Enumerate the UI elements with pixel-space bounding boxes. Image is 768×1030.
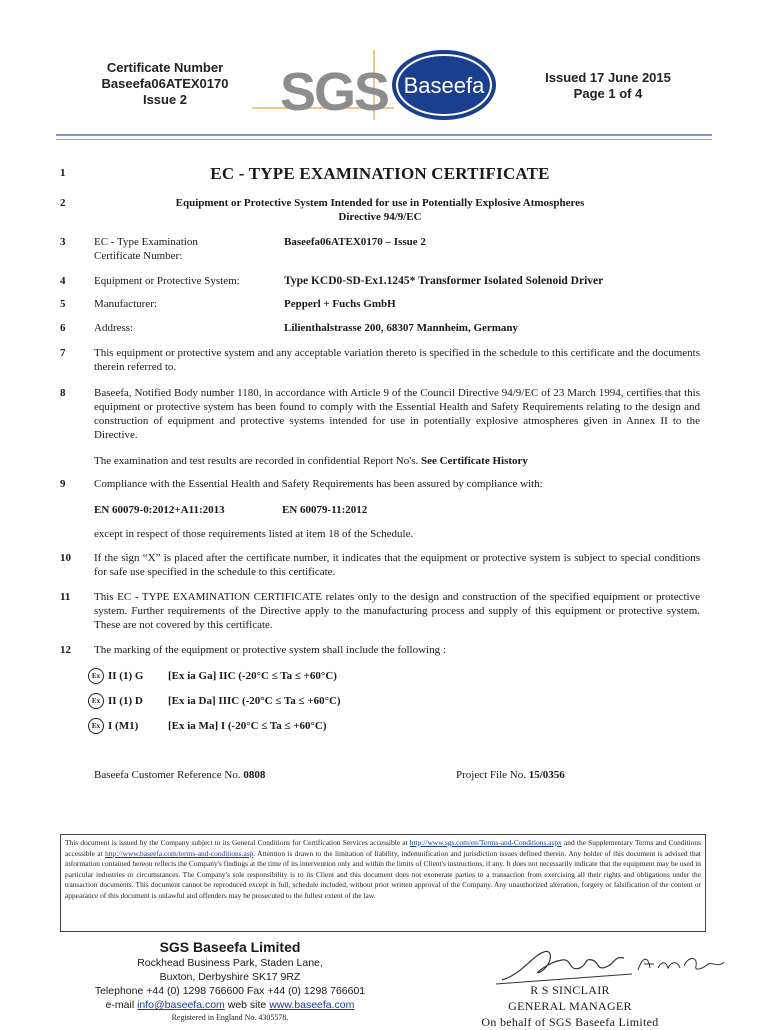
baseefa-terms-link[interactable]: http://www.baseefa.com/terms-and-conditions.asp	[105, 848, 254, 858]
notice-text: . Attention is drawn to the limitation of liability, indemnification and jurisdiction issues defined therein. Any holder of this document is advised that information contained hereon reflects the Company's findings at the time of its intervention only and within the limits of Client's instructions, if any. It does not necessarily indicate that the equipment may be used in particular industries or circumstances. The Company's sole responsibility is to its Client and this document does not exonerate parties to a transaction from exercising all their rights and obligations under the transaction documents. This document cannot be reproduced except in full, schedule included, without prior written approval of the Company. Any unauthorized alteration, forgery or falsification of the content or appearance of this document is unlawful and offenders may be prosecuted to the fullest extent of the law.	[65, 848, 701, 900]
legal-notice	[60, 834, 706, 932]
signer-block	[480, 982, 660, 1030]
certificate-number-block	[60, 60, 270, 108]
standard-2: EN 60079-11:2012	[282, 504, 368, 516]
item-number: 3	[60, 236, 66, 248]
item-number: 12	[60, 644, 71, 656]
marking-category: II (1) D	[108, 695, 143, 707]
item-number: 4	[60, 275, 66, 287]
marking-row	[88, 668, 337, 684]
item-9-text: Compliance with the Essential Health and Safety Requirements has been assured by compliance with:	[94, 478, 543, 490]
sgs-logo-text: SGS	[280, 62, 389, 122]
item-12-text: The marking of the equipment or protective system shall include the following :	[94, 644, 446, 656]
header-divider	[56, 134, 712, 136]
sgs-terms-link[interactable]: http://www.sgs.com/en/Terms-and-Conditions.aspx	[409, 838, 562, 847]
item-number: 2	[60, 197, 66, 209]
directive-line-2: Directive 94/9/EC	[338, 211, 422, 223]
signer-name: R S SINCLAIR	[530, 983, 610, 997]
marking-code: [Ex ia Ma] I (-20°C ≤ Ta ≤ +60°C)	[168, 720, 327, 732]
item-number: 6	[60, 322, 66, 334]
equipment-label: Equipment or Protective System:	[94, 275, 240, 287]
report-reference	[94, 454, 700, 468]
marking-row	[88, 693, 341, 709]
certificate-number-label: EC - Type Examination Certificate Number:	[94, 236, 198, 262]
signer-behalf: On behalf of SGS Baseefa Limited	[481, 1015, 659, 1029]
ex-symbol-icon: Ex	[88, 668, 104, 684]
company-block	[60, 938, 400, 1024]
item-number: 9	[60, 478, 66, 490]
directive-subtitle	[130, 196, 630, 224]
equipment-value: Type KCD0-SD-Ex1.1245* Transformer Isolated Solenoid Driver	[284, 275, 604, 287]
address-value: Lilienthalstrasse 200, 68307 Mannheim, Germany	[284, 322, 519, 334]
item-number: 8	[60, 387, 66, 399]
item-3	[60, 235, 700, 265]
certificate-number-value: Baseefa06ATEX0170 – Issue 2	[284, 236, 426, 248]
project-file-label: Project File No.	[456, 769, 526, 781]
certificate-number-label: Certificate Number	[106, 60, 224, 75]
issue-number: Issue 2	[142, 92, 188, 107]
project-file	[456, 769, 565, 781]
website-label: web site	[227, 999, 267, 1011]
ex-symbol-icon: Ex	[88, 718, 104, 734]
item-10-text: If the sign “X” is placed after the certificate number, it indicates that the equipment or protective system is subject to special conditions for safe use specified in the schedule to this certificate.	[94, 552, 700, 578]
item-7-text: This equipment or protective system and any acceptable variation thereto is specified in the schedule to this certificate and the documents therein referred to.	[94, 347, 700, 373]
standard-1: EN 60079-0:2012+A11:2013	[94, 504, 225, 516]
item-number: 5	[60, 298, 66, 310]
directive-line-1: Equipment or Protective System Intended for use in Potentially Explosive Atmospheres	[175, 197, 585, 209]
customer-reference	[94, 769, 265, 781]
marking-category: II (1) G	[108, 670, 144, 682]
marking-code: [Ex ia Ga] IIC (-20°C ≤ Ta ≤ +60°C)	[168, 670, 337, 682]
company-address-1: Rockhead Business Park, Staden Lane,	[137, 957, 323, 969]
item-11-text: This EC - TYPE EXAMINATION CERTIFICATE relates only to the design and construction of the specified equipment or protective system. Further requirements of the Directive apply to the manufacturing process and supply of this equipment or protective system. These are not covered by this certificate.	[94, 591, 700, 631]
item-number: 1	[60, 167, 66, 179]
company-phone: Telephone +44 (0) 1298 766600 Fax +44 (0) 1298 766601	[94, 985, 366, 997]
item-9-exception-text: except in respect of those requirements listed at item 18 of the Schedule.	[94, 528, 414, 540]
signer-role: GENERAL MANAGER	[508, 999, 632, 1013]
baseefa-logo-text: Baseefa	[403, 73, 485, 98]
item-8-text: Baseefa, Notified Body number 1180, in accordance with Article 9 of the Council Directive 94/9/EC of 23 March 1994, certifies that this equipment or protective system has been found to comply with the Essential Health and Safety Requirements relating to the design and construction of equipment and protective systems intended for use in potentially explosive atmospheres given in Annex II to the Directive.	[94, 387, 700, 441]
manufacturer-label: Manufacturer:	[94, 298, 157, 310]
website-link[interactable]: www.baseefa.com	[269, 999, 355, 1011]
header-divider-thin	[56, 139, 712, 140]
company-registration: Registered in England No. 4305578.	[171, 1013, 289, 1022]
email-label: e-mail	[105, 999, 135, 1011]
customer-reference-value: 0808	[243, 769, 266, 781]
page-number: Page 1 of 4	[573, 86, 643, 101]
company-contact	[60, 998, 400, 1012]
marking-code: [Ex ia Da] IIIC (-20°C ≤ Ta ≤ +60°C)	[168, 695, 341, 707]
issued-date: Issued 17 June 2015	[545, 70, 671, 85]
certificate-history-ref: See Certificate History	[421, 455, 528, 467]
customer-reference-label: Baseefa Customer Reference No.	[94, 769, 241, 781]
sgs-baseefa-logo	[252, 46, 502, 127]
project-file-value: 15/0356	[528, 769, 565, 781]
report-text: The examination and test results are recorded in confidential Report No's.	[94, 455, 419, 467]
notice-text: This document is issued by the Company subject to its General Conditions for Certification Services accessible at	[65, 838, 410, 847]
company-name: SGS Baseefa Limited	[159, 939, 301, 955]
marking-row	[88, 718, 327, 734]
item-number: 11	[60, 591, 71, 603]
item-number: 10	[60, 552, 71, 564]
email-link[interactable]: info@baseefa.com	[137, 999, 225, 1011]
address-label: Address:	[94, 322, 134, 334]
item-number: 7	[60, 347, 66, 359]
issue-date-block	[528, 70, 688, 102]
manufacturer-value: Pepperl + Fuchs GmbH	[284, 298, 396, 310]
notice-text: and the Supplementary Terms and Conditions accessible at	[65, 838, 701, 858]
ex-symbol-icon: Ex	[88, 693, 104, 709]
certificate-number: Baseefa06ATEX0170	[101, 76, 229, 91]
company-address-2: Buxton, Derbyshire SK17 9RZ	[159, 971, 301, 983]
certificate-title: EC - TYPE EXAMINATION CERTIFICATE	[210, 164, 550, 183]
marking-category: I (M1)	[108, 720, 139, 732]
